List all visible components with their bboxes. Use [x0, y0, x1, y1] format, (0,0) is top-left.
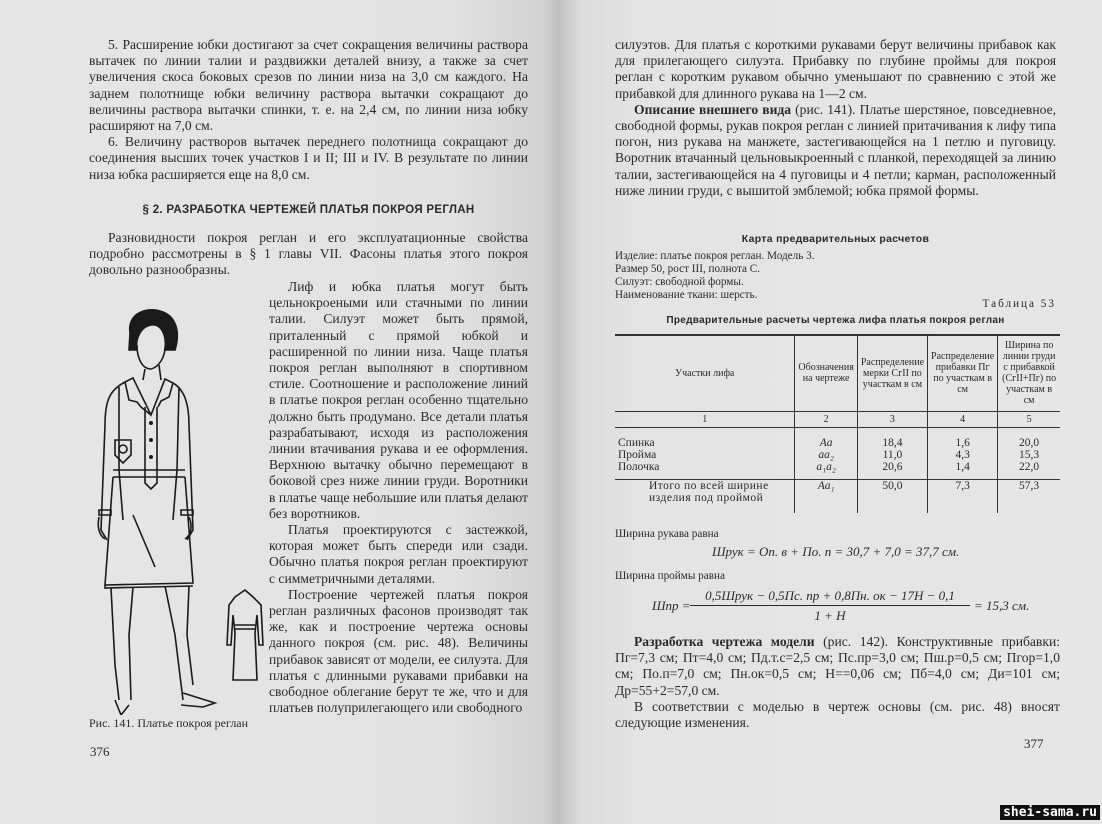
card-line-product: Изделие: платье покроя реглан. Модель 3.	[615, 250, 815, 262]
row-part: Пройма	[615, 449, 795, 461]
calculation-table	[615, 334, 1060, 513]
skirt-fold	[133, 515, 155, 567]
col-number-3: 3	[857, 411, 927, 427]
total-code: Aa₁	[795, 479, 857, 513]
armhole-lhs: Шпр =	[652, 598, 691, 613]
paragraph-6: 6. Величину растворов вытачек переднего полотнища сокращают до соединения высших точек участков I и II; III и IV. В результате по линии низа юбка расширяется еще на 8,0 см.	[89, 134, 528, 182]
sleeve-seams	[119, 387, 179, 520]
collar-lapels	[125, 378, 173, 415]
card-line-size: Размер 50, рост III, полнота С.	[615, 263, 761, 275]
card-title: Карта предварительных расчетов	[741, 233, 930, 245]
col-number-5: 5	[1026, 413, 1032, 425]
table-total-row	[615, 479, 1060, 513]
armhole-width-label: Ширина проймы равна	[615, 570, 725, 582]
legs	[111, 586, 193, 700]
hands	[98, 517, 191, 539]
col-number-4: 4	[928, 411, 998, 427]
row-measure: 11,0	[857, 449, 927, 461]
paragraph-5: 5. Расширение юбки достигают за счет сокращения величины раствора вытачек по линии талии и раздвижки деталей внизу, а также за счет увеличения скоса боковых срезов по линии низа на 3,0 см каждого. На заднем полотнище юбки величину раствора вытачки сокращают до величины раствора вытачки спинки, т. е. на 2,4 см, по линии низа юбку расширяют на 7,0 см.	[89, 37, 528, 134]
description-title: Описание внешнего вида	[634, 101, 792, 117]
back-view-dress	[227, 590, 263, 680]
right-top-text	[615, 37, 1056, 199]
header-codes: Обозначения на чертеже	[795, 335, 857, 411]
table-label: Таблица 53	[982, 298, 1056, 310]
col-number-1: 1	[615, 411, 795, 427]
armhole-denominator: 1 + Н	[814, 608, 846, 623]
figure-caption: Рис. 141. Платье покроя реглан	[89, 716, 249, 730]
card-line-fabric: Наименование ткани: шерсть.	[615, 289, 758, 301]
model-text-block	[615, 634, 1060, 731]
button-2	[150, 439, 152, 441]
left-top-text	[89, 37, 528, 183]
model-title: Разработка чертежа модели	[634, 634, 815, 649]
paragraph-continuation: силуэтов. Для платья с короткими рукавами берут величины прибавок как для прилегающего силуэта. Прибавку по глубине проймы для покроя реглан с коротким рукавом обычно уменьшают по сравнению с этой же прибавкой для длинного рукава на 1—2 см.	[615, 37, 1056, 101]
total-measure: 50,0	[857, 479, 927, 513]
row-code: Aa	[795, 437, 857, 449]
paragraph-varieties: Разновидности покроя реглан и его эксплуатационные свойства подробно рассмотрены в § 1 главы VII. Фасоны платья этого покроя довольно разнообразны.	[89, 230, 528, 278]
row-width: 20,0	[1019, 437, 1040, 449]
face-outline	[137, 345, 165, 369]
shoes	[115, 693, 215, 715]
paragraph-final: В соответствии с моделью в чертеж основы (см. рис. 48) вносят следующие изменения.	[615, 698, 1060, 731]
paragraph-construction: Построение чертежей платья покроя реглан различных фасонов производят так же, как и построение чертежа основы данного покроя (см. рис. 48). Величины прибавок зависят от модели, ее силуэта. Для платья с длинными рукавами прибавки на свободное облегание берут те же, что и для платьев полуприлегающего или свободного	[269, 586, 528, 716]
pocket-emblem	[115, 440, 131, 463]
right-page	[560, 0, 1102, 824]
paragraph-varieties-block	[89, 230, 528, 279]
cuffs	[99, 510, 193, 515]
row-measure: 18,4	[857, 437, 927, 449]
hair-shape	[129, 310, 177, 350]
row-code: a₁a₂	[795, 461, 857, 473]
row-allowance: 4,3	[928, 449, 998, 461]
row-measure: 20,6	[857, 461, 927, 473]
col-number-2: 2	[795, 411, 857, 427]
table-row	[615, 461, 1060, 473]
belt	[113, 470, 185, 477]
button-3	[150, 456, 152, 458]
button-1	[150, 422, 152, 424]
figure-141-dress-illustration	[85, 305, 275, 715]
row-part: Полочка	[615, 461, 795, 473]
sleeve-width-label: Ширина рукава равна	[615, 528, 719, 540]
armhole-numerator: 0,5Шрук − 0,5Пс. пр + 0,8Пн. ок − 17Н − 0,1	[690, 588, 970, 606]
header-sections: Участки лифа	[615, 335, 795, 411]
paragraph-description	[615, 102, 1056, 199]
watermark: shei-sama.ru	[1000, 805, 1100, 820]
table-row	[615, 449, 1060, 461]
row-allowance: 1,4	[928, 461, 998, 473]
header-measure: Распределение мерки СгII по участкам в см	[857, 335, 927, 411]
description-text: (рис. 141). Платье шерстяное, повседневное, свободной формы, рукав покроя реглан с линией притачивания к лифу типа погон, низ рукава на манжете, застегивающейся на 1 петлю и пуговицу. Воротник втачанный цельновыкроенный с планкой, переходящей за линию талии, застегивающейся на 4 пуговицы и 4 петли; карман, расположенный ниже линии груди, с вышитой эмблемой; юбка прямой формы.	[615, 101, 1056, 198]
table-row	[615, 437, 1060, 449]
table-title: Предварительные расчеты чертежа лифа платья покроя реглан	[666, 315, 1005, 326]
row-allowance: 1,6	[928, 437, 998, 449]
section-heading: § 2. РАЗРАБОТКА ЧЕРТЕЖЕЙ ПЛАТЬЯ ПОКРОЯ РЕГЛАН	[142, 204, 475, 216]
total-part: Итого по всей ширине изделия под проймой	[615, 479, 795, 513]
paragraph-fastening: Платья проектируются с застежкой, которая может быть спереди или сзади. Обычно платья покроя реглан проектируют с симметричными деталями.	[269, 522, 528, 586]
paragraph-model	[615, 634, 1060, 699]
card-line-silhouette: Силуэт: свободной формы.	[615, 276, 744, 288]
row-code: aa₂	[795, 449, 857, 461]
paragraph-bodice: Лиф и юбка платья могут быть цельнокроеными или стачными по линии талии. Силуэт может быть прямой, приталенный с прямой юбкой и расширенной по линии низа. Чаще платья покроя реглан выполняют в спортивном стиле. Соотношение и расположение линий в платье покроя реглан особенно тщательно должно быть продумано. Все детали платья разрабатывают, исходя из расположения линии втачивания рукава и ее оформления. Верхнюю вытачку обычно перемещают в боковой срез ниже линии груди. Воротники в платье чаще небольшие или платья делают без воротников.	[269, 279, 528, 521]
total-width: 57,3	[1019, 479, 1040, 492]
emblem-circle	[119, 445, 127, 453]
row-width: 15,3	[1019, 449, 1040, 461]
row-part: Спинка	[615, 437, 795, 449]
sleeve-width-formula: Шрук = Оп. в + По. п = 30,7 + 7,0 = 37,7 см.	[712, 544, 960, 559]
page-number-left: 376	[90, 744, 110, 759]
card-lines	[615, 250, 1056, 302]
page-number-right: 377	[1024, 736, 1044, 751]
armhole-result: = 15,3 см.	[974, 598, 1030, 613]
header-width: Ширина по линии груди с прибавкой (СгII+Пг) по участкам в см	[1002, 340, 1057, 407]
model-text: (рис. 142). Конструктивные прибавки: Пг=7,3 см; Пт=4,0 см; Пд.т.с=2,5 см; Пс.пр=3,0 см; Пш.р=0,5 см; Пгор=1,0 см; По.п=7,0 см; Пн.ок=0,5 см; Н==0,06 см; Пб=4,0 см; Ди=101 см; Др=55+2=57,0 см.	[615, 634, 1060, 698]
row-width: 22,0	[1019, 461, 1040, 473]
header-allowance: Распределение прибавки Пг по участкам в см	[928, 335, 998, 411]
skirt-outline	[105, 477, 193, 588]
total-allowance: 7,3	[928, 479, 998, 513]
